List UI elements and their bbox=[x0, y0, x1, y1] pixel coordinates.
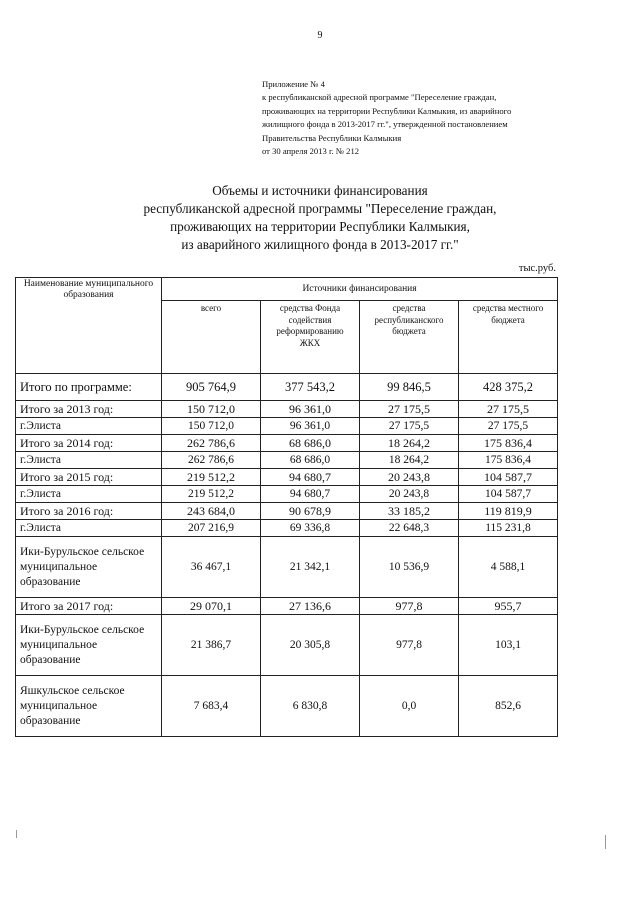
appendix-line: Правительства Республики Калмыкия bbox=[262, 132, 402, 143]
cell-total: 262 786,6 bbox=[162, 435, 261, 452]
cell-local: 27 175,5 bbox=[459, 418, 558, 435]
row-name: Итого по программе: bbox=[16, 374, 162, 401]
cell-republic: 22 648,3 bbox=[360, 520, 459, 537]
header-funding-sources: Источники финансирования bbox=[162, 278, 558, 301]
header-local-budget: средства местного бюджета bbox=[459, 301, 558, 374]
cell-total: 150 712,0 bbox=[162, 418, 261, 435]
scan-artifact bbox=[16, 830, 17, 838]
cell-total: 219 512,2 bbox=[162, 486, 261, 503]
cell-fund: 68 686,0 bbox=[261, 452, 360, 469]
row-name: Ики-Бурульское сельское муниципальное образование bbox=[16, 615, 162, 676]
cell-total: 905 764,9 bbox=[162, 374, 261, 401]
cell-local: 955,7 bbox=[459, 598, 558, 615]
cell-total: 150 712,0 bbox=[162, 401, 261, 418]
cell-republic: 10 536,9 bbox=[360, 537, 459, 598]
header-republic-budget: средства республиканского бюджета bbox=[360, 301, 459, 374]
cell-republic: 0,0 bbox=[360, 676, 459, 737]
cell-total: 36 467,1 bbox=[162, 537, 261, 598]
header-municipality: Наименование муниципального образования bbox=[16, 278, 162, 374]
row-name: Ики-Бурульское сельское муниципальное образование bbox=[16, 537, 162, 598]
cell-local: 4 588,1 bbox=[459, 537, 558, 598]
cell-total: 29 070,1 bbox=[162, 598, 261, 615]
cell-fund: 94 680,7 bbox=[261, 486, 360, 503]
table-row bbox=[16, 676, 558, 737]
cell-local: 115 231,8 bbox=[459, 520, 558, 537]
table-row bbox=[16, 520, 558, 537]
table-row bbox=[16, 452, 558, 469]
cell-total: 21 386,7 bbox=[162, 615, 261, 676]
cell-republic: 33 185,2 bbox=[360, 503, 459, 520]
cell-local: 103,1 bbox=[459, 615, 558, 676]
cell-republic: 99 846,5 bbox=[360, 374, 459, 401]
cell-republic: 20 243,8 bbox=[360, 469, 459, 486]
appendix-note bbox=[262, 78, 602, 158]
cell-local: 428 375,2 bbox=[459, 374, 558, 401]
cell-republic: 20 243,8 bbox=[360, 486, 459, 503]
title-line: Объемы и источники финансирования bbox=[212, 183, 428, 198]
row-name: Итого за 2015 год: bbox=[16, 469, 162, 486]
table-row bbox=[16, 401, 558, 418]
appendix-line: к республиканской адресной программе "Переселение граждан, bbox=[262, 92, 497, 103]
cell-local: 27 175,5 bbox=[459, 401, 558, 418]
units-label: тыс.руб. bbox=[518, 263, 556, 274]
table-row bbox=[16, 537, 558, 598]
document-title bbox=[60, 182, 580, 254]
title-line: республиканской адресной программы "Переселение граждан, bbox=[143, 201, 497, 216]
table-row bbox=[16, 418, 558, 435]
cell-local: 175 836,4 bbox=[459, 452, 558, 469]
cell-total: 7 683,4 bbox=[162, 676, 261, 737]
cell-local: 104 587,7 bbox=[459, 486, 558, 503]
page-number: 9 bbox=[317, 30, 323, 41]
cell-total: 243 684,0 bbox=[162, 503, 261, 520]
cell-local: 119 819,9 bbox=[459, 503, 558, 520]
cell-republic: 977,8 bbox=[360, 615, 459, 676]
table-row bbox=[16, 615, 558, 676]
cell-fund: 90 678,9 bbox=[261, 503, 360, 520]
cell-local: 104 587,7 bbox=[459, 469, 558, 486]
cell-fund: 6 830,8 bbox=[261, 676, 360, 737]
cell-fund: 20 305,8 bbox=[261, 615, 360, 676]
cell-republic: 18 264,2 bbox=[360, 435, 459, 452]
table-row bbox=[16, 598, 558, 615]
cell-fund: 21 342,1 bbox=[261, 537, 360, 598]
appendix-line: Приложение № 4 bbox=[262, 79, 325, 89]
financing-table bbox=[15, 277, 558, 737]
cell-fund: 96 361,0 bbox=[261, 401, 360, 418]
appendix-line: от 30 апреля 2013 г. № 212 bbox=[262, 146, 360, 157]
cell-local: 852,6 bbox=[459, 676, 558, 737]
header-fund: средства Фонда содействия реформированию ЖКХ bbox=[261, 301, 360, 374]
title-line: из аварийного жилищного фонда в 2013-2017 гг." bbox=[181, 237, 459, 252]
row-name: г.Элиста bbox=[16, 452, 162, 469]
cell-fund: 68 686,0 bbox=[261, 435, 360, 452]
row-name: г.Элиста bbox=[16, 486, 162, 503]
row-name: г.Элиста bbox=[16, 418, 162, 435]
scan-artifact bbox=[605, 835, 606, 849]
row-name: Итого за 2014 год: bbox=[16, 435, 162, 452]
table-row bbox=[16, 486, 558, 503]
cell-republic: 27 175,5 bbox=[360, 401, 459, 418]
cell-fund: 27 136,6 bbox=[261, 598, 360, 615]
row-name: Итого за 2016 год: bbox=[16, 503, 162, 520]
cell-republic: 977,8 bbox=[360, 598, 459, 615]
row-name: Итого за 2013 год: bbox=[16, 401, 162, 418]
cell-fund: 377 543,2 bbox=[261, 374, 360, 401]
cell-fund: 96 361,0 bbox=[261, 418, 360, 435]
table-row bbox=[16, 503, 558, 520]
cell-total: 219 512,2 bbox=[162, 469, 261, 486]
cell-local: 175 836,4 bbox=[459, 435, 558, 452]
appendix-line: проживающих на территории Республики Калмыкия, из аварийного bbox=[262, 105, 512, 116]
header-total: всего bbox=[162, 301, 261, 374]
program-total-row bbox=[16, 374, 558, 401]
cell-republic: 18 264,2 bbox=[360, 452, 459, 469]
row-name: г.Элиста bbox=[16, 520, 162, 537]
cell-fund: 69 336,8 bbox=[261, 520, 360, 537]
title-line: проживающих на территории Республики Калмыкия, bbox=[170, 219, 470, 234]
table-row bbox=[16, 435, 558, 452]
cell-total: 262 786,6 bbox=[162, 452, 261, 469]
cell-fund: 94 680,7 bbox=[261, 469, 360, 486]
row-name: Яшкульское сельское муниципальное образование bbox=[16, 676, 162, 737]
cell-total: 207 216,9 bbox=[162, 520, 261, 537]
table-row bbox=[16, 469, 558, 486]
appendix-line: жилищного фонда в 2013-2017 гг.", утвержденной постановлением bbox=[262, 119, 508, 130]
row-name: Итого за 2017 год: bbox=[16, 598, 162, 615]
cell-republic: 27 175,5 bbox=[360, 418, 459, 435]
